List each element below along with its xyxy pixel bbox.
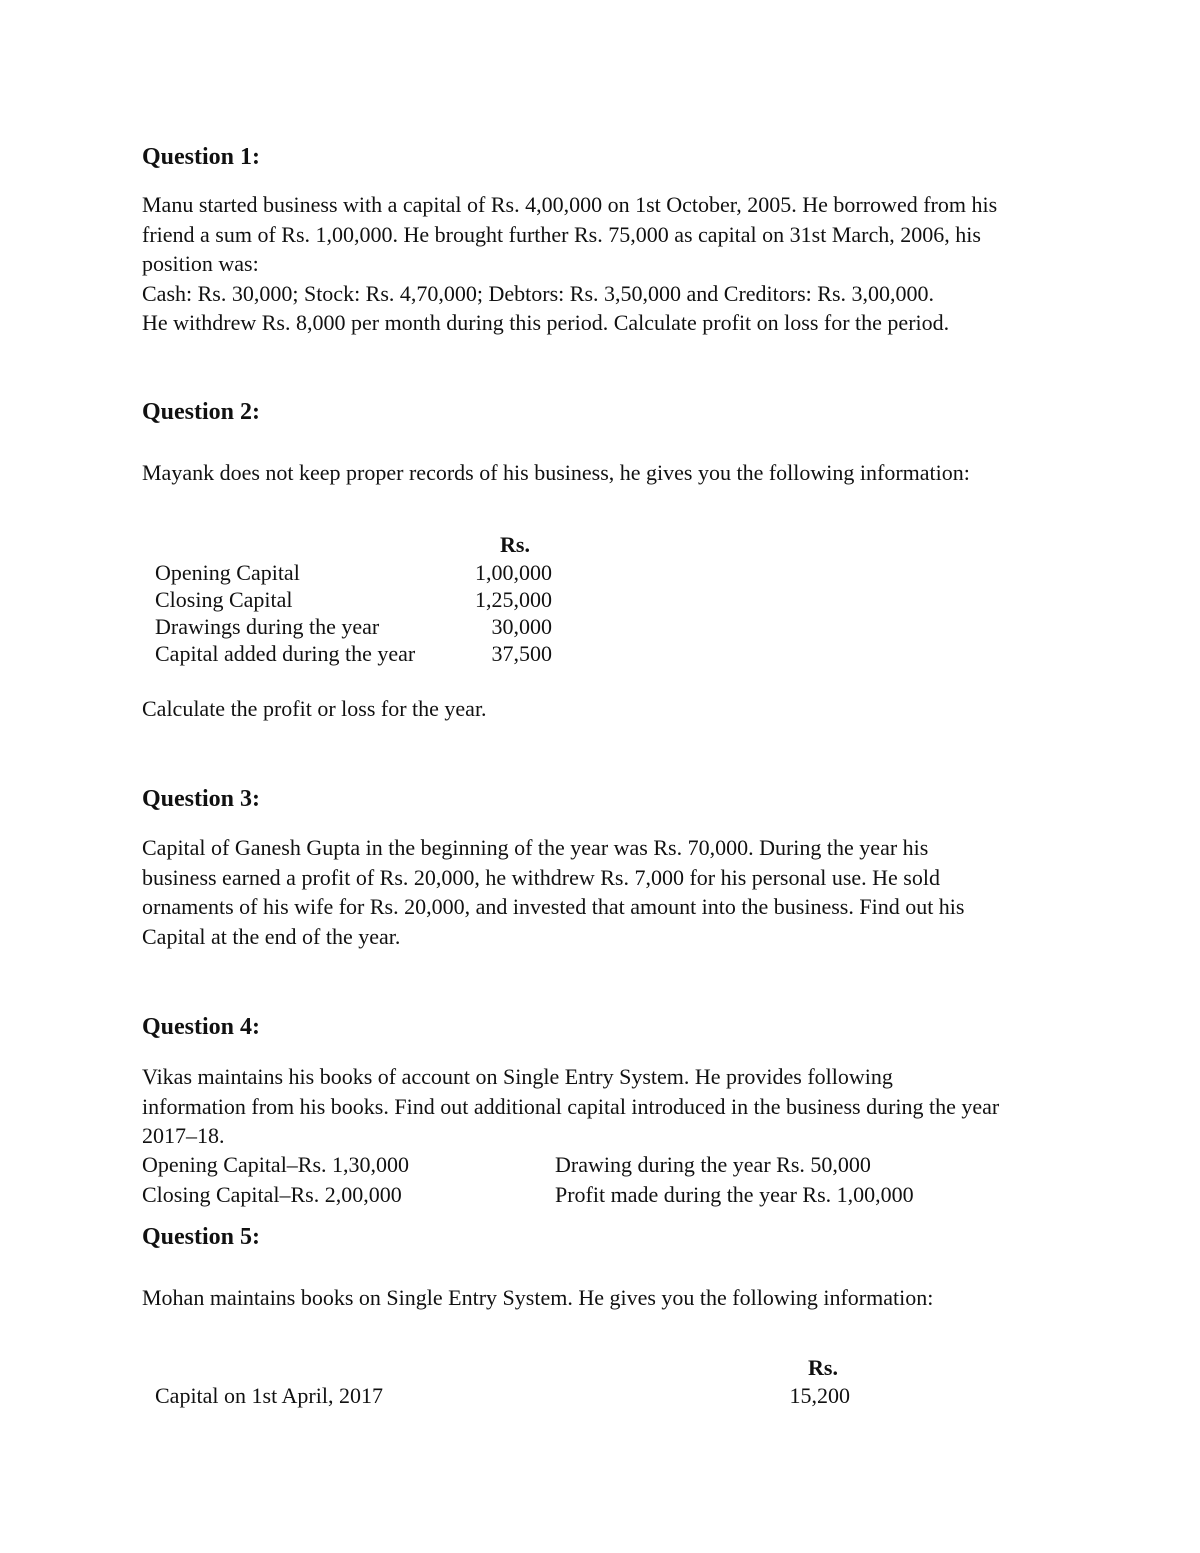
question-4-line: information from his books. Find out additional capital introduced in the business during the year: [142, 1093, 1000, 1119]
question-2-heading: Question 2:: [142, 399, 261, 425]
amount-header: Rs.: [808, 1355, 838, 1380]
row-label: Closing Capital: [155, 587, 293, 612]
question-5-table: [155, 1354, 850, 1409]
question-1-line: friend a sum of Rs. 1,00,000. He brought further Rs. 75,000 as capital on 31st March, 2006, his: [142, 221, 981, 247]
question-3-text: [142, 833, 1072, 951]
table-row: [155, 1382, 850, 1409]
row-label: Opening Capital: [155, 560, 300, 585]
amount-header: Rs.: [500, 532, 530, 557]
question-3-heading: Question 3:: [142, 786, 261, 812]
question-1-line: Manu started business with a capital of Rs. 4,00,000 on 1st October, 2005. He borrowed from his: [142, 192, 998, 217]
question-1-text: [142, 190, 1072, 338]
question-2-question: [142, 694, 1072, 724]
question-2-intro-text: Mayank does not keep proper records of his business, he gives you the following information:: [142, 460, 970, 485]
row-amount: 15,200: [789, 1383, 850, 1408]
drawing-text: Drawing during the year Rs. 50,000: [555, 1152, 871, 1177]
table-header-row: [155, 531, 552, 559]
question-4-left-column: [142, 1150, 409, 1209]
question-2-question-text: Calculate the profit or loss for the year.: [142, 696, 487, 721]
question-3-line: business earned a profit of Rs. 20,000, he withdrew Rs. 7,000 for his personal use. He sold: [142, 864, 940, 890]
row-label: Capital added during the year: [155, 641, 416, 666]
table-row: [155, 586, 552, 613]
question-4-heading: Question 4:: [142, 1014, 261, 1040]
question-2-table: [155, 531, 552, 667]
question-5-heading: Question 5:: [142, 1224, 261, 1250]
row-amount: 30,000: [491, 614, 552, 639]
row-label: Capital on 1st April, 2017: [155, 1383, 383, 1408]
table-header-row: [155, 1354, 850, 1382]
question-1-heading: Question 1:: [142, 144, 261, 170]
question-5-intro: [142, 1283, 1072, 1313]
question-4-line: 2017–18.: [142, 1123, 225, 1148]
question-4-right-column: [555, 1150, 914, 1209]
question-1-line: Cash: Rs. 30,000; Stock: Rs. 4,70,000; Debtors: Rs. 3,50,000 and Creditors: Rs. 3,00,000.: [142, 280, 935, 306]
question-3-line: ornaments of his wife for Rs. 20,000, and invested that amount into the business. Find out his: [142, 894, 965, 919]
question-2-intro: [142, 458, 1072, 488]
row-label: Drawings during the year: [155, 614, 380, 639]
question-4-text: [142, 1062, 1072, 1151]
label-header-cell: [155, 531, 461, 559]
table-row: [155, 640, 552, 667]
question-4-line: Vikas maintains his books of account on Single Entry System. He provides following: [142, 1064, 893, 1089]
question-1-line: He withdrew Rs. 8,000 per month during this period. Calculate profit on loss for the period.: [142, 310, 950, 335]
question-3-line: Capital at the end of the year.: [142, 923, 401, 949]
row-amount: 1,25,000: [475, 587, 552, 612]
label-header-cell: [155, 1354, 704, 1382]
question-3-line: Capital of Ganesh Gupta in the beginning of the year was Rs. 70,000. During the year his: [142, 835, 929, 860]
row-amount: 1,00,000: [475, 560, 552, 585]
closing-capital-text: Closing Capital–Rs. 2,00,000: [142, 1181, 402, 1207]
profit-text: Profit made during the year Rs. 1,00,000: [555, 1181, 914, 1207]
question-5-intro-text: Mohan maintains books on Single Entry System. He gives you the following information:: [142, 1285, 934, 1310]
table-row: [155, 613, 552, 640]
question-1-line: position was:: [142, 251, 259, 276]
row-amount: 37,500: [491, 641, 552, 666]
opening-capital-text: Opening Capital–Rs. 1,30,000: [142, 1152, 410, 1177]
table-row: [155, 559, 552, 586]
